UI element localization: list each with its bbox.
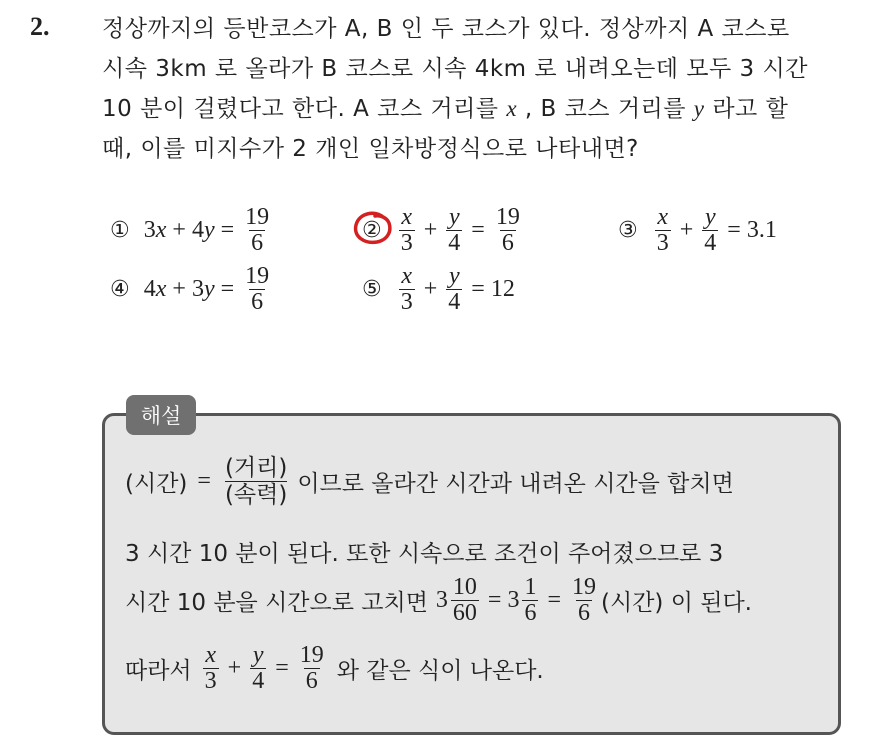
question-line-3c: 라고 할 — [712, 96, 789, 122]
ex-distance-speed-fraction — [225, 455, 287, 509]
c4-den: 6 — [251, 289, 264, 316]
choice-3-marker: ③ — [618, 218, 638, 244]
ex-f-num: 19 — [299, 642, 324, 668]
ex-l1-text: 이므로 올라간 시간과 내려온 시간을 합치면 — [297, 471, 734, 498]
c1-den: 6 — [251, 230, 264, 257]
ex-l1-eq: = — [197, 468, 211, 495]
ex-l3-post: (시간) 이 된다. — [601, 590, 752, 617]
ex-f-frac-x — [203, 643, 219, 694]
c1-y: y — [203, 217, 215, 244]
choice-2-marker: ② — [362, 218, 382, 244]
c1-plus: + — [172, 217, 186, 244]
choice-1-marker: ① — [110, 218, 130, 244]
c5-y-den: 4 — [448, 289, 461, 316]
c3-x-den: 3 — [656, 230, 669, 257]
explanation-line-2: 3 시간 10 분이 된다. 또한 시속으로 조건이 주어졌으므로 3 — [125, 541, 724, 567]
c3-plus: + — [679, 217, 694, 244]
ex-m3-fraction — [570, 575, 598, 626]
ex-l3-text: 시간 10 분을 시간으로 고치면 — [125, 590, 428, 617]
c3-y: y — [704, 204, 716, 230]
c2-x: x — [401, 204, 413, 230]
question-line-3 — [102, 90, 788, 123]
c4-num: 19 — [245, 263, 270, 289]
c1-num: 19 — [245, 204, 270, 230]
c1-x: x — [155, 217, 167, 244]
c4-eq: = — [220, 276, 235, 303]
choice-5[interactable] — [362, 264, 515, 315]
c5-frac-y — [446, 264, 462, 315]
ex-eq-2: = — [547, 587, 562, 614]
c5-plus: + — [423, 276, 438, 303]
ex-f-eq: = — [275, 655, 289, 682]
c2-plus: + — [423, 217, 438, 244]
c2-den: 6 — [501, 230, 514, 257]
c4-coef-x: 4 — [143, 276, 156, 303]
ex-m3-den: 6 — [578, 600, 591, 627]
ex-m1-whole: 3 — [435, 587, 448, 614]
question-line-1: 정상까지의 등반코스가 A, B 인 두 코스가 있다. 정상까지 A 코스로 — [102, 16, 790, 42]
ex-f-y: y — [252, 642, 264, 668]
choice-1[interactable] — [110, 205, 274, 256]
c3-frac-x — [655, 205, 671, 256]
ex-m3-num: 19 — [572, 574, 597, 600]
question-line-3b: , B 코스 거리를 — [524, 96, 686, 122]
c1-coef-x: 3 — [143, 217, 156, 244]
choice-2[interactable] — [362, 205, 525, 256]
question-line-4: 때, 이를 미지수가 2 개인 일차방정식으로 나타내면? — [102, 136, 639, 162]
c4-x: x — [155, 276, 167, 303]
ex-m1-num: 10 — [452, 574, 477, 600]
c1-coef-y: 4 — [191, 217, 204, 244]
choice-4-marker: ④ — [110, 277, 130, 303]
c5-rhs: 12 — [490, 276, 515, 303]
c3-rhs: 3.1 — [746, 217, 777, 244]
c2-num: 19 — [495, 204, 520, 230]
explanation-line-4 — [125, 643, 544, 694]
explanation-line-1 — [125, 455, 734, 509]
question-number: 2. — [30, 12, 50, 41]
c2-eq: = — [471, 217, 485, 244]
ex-m2-fraction — [522, 575, 538, 626]
ex-m2-whole: 3 — [507, 587, 520, 614]
c2-fraction — [494, 205, 522, 256]
c4-fraction — [243, 264, 271, 315]
c2-frac-x — [399, 205, 415, 256]
c3-frac-y — [702, 205, 718, 256]
c5-y: y — [448, 263, 460, 289]
c2-y-den: 4 — [448, 230, 461, 257]
c5-x: x — [401, 263, 413, 289]
ex-f-x: x — [205, 642, 216, 668]
ex-f-fraction — [298, 643, 326, 694]
c1-fraction — [243, 205, 271, 256]
ex-m1-den: 60 — [452, 600, 477, 627]
ex-l4-post: 와 같은 식이 나온다. — [336, 658, 544, 685]
c2-y: y — [448, 204, 460, 230]
c4-y: y — [203, 276, 215, 303]
c3-y-den: 4 — [704, 230, 717, 257]
c5-frac-x — [399, 264, 415, 315]
question-line-2: 시속 3km 로 올라가 B 코스로 시속 4km 로 내려오는데 모두 3 시간 — [102, 56, 808, 82]
choice-4[interactable] — [110, 264, 274, 315]
c2-x-den: 3 — [400, 230, 413, 257]
ex-l4-pre: 따라서 — [125, 658, 192, 685]
c4-plus: + — [172, 276, 186, 303]
explanation-tab: 해설 — [126, 395, 196, 435]
ex-m2-den: 6 — [524, 600, 537, 627]
c3-x: x — [657, 204, 669, 230]
var-y: y — [693, 96, 705, 121]
ex-f-y-den: 4 — [252, 668, 265, 695]
ex-eq-1: = — [487, 587, 502, 614]
choice-3[interactable] — [618, 205, 777, 256]
ex-time-label: (시간) — [125, 471, 188, 498]
c5-x-den: 3 — [400, 289, 413, 316]
ex-m2-num: 1 — [524, 574, 537, 600]
c3-eq: = — [727, 217, 741, 244]
c4-coef-y: 3 — [191, 276, 204, 303]
question-line-3a: 10 분이 걸렸다고 한다. A 코스 거리를 — [102, 96, 499, 122]
ex-distance: (거리) — [224, 455, 288, 481]
ex-m1-fraction — [451, 575, 479, 626]
explanation-line-3 — [125, 575, 752, 626]
ex-f-den: 6 — [305, 668, 318, 695]
choice-5-marker: ⑤ — [362, 277, 382, 303]
c1-eq: = — [220, 217, 235, 244]
ex-f-x-den: 3 — [204, 668, 217, 695]
ex-f-plus: + — [227, 655, 242, 682]
var-x: x — [506, 96, 518, 121]
ex-f-frac-y — [250, 643, 266, 694]
ex-speed: (속력) — [224, 482, 288, 509]
c2-frac-y — [446, 205, 462, 256]
c5-eq: = — [471, 276, 485, 303]
